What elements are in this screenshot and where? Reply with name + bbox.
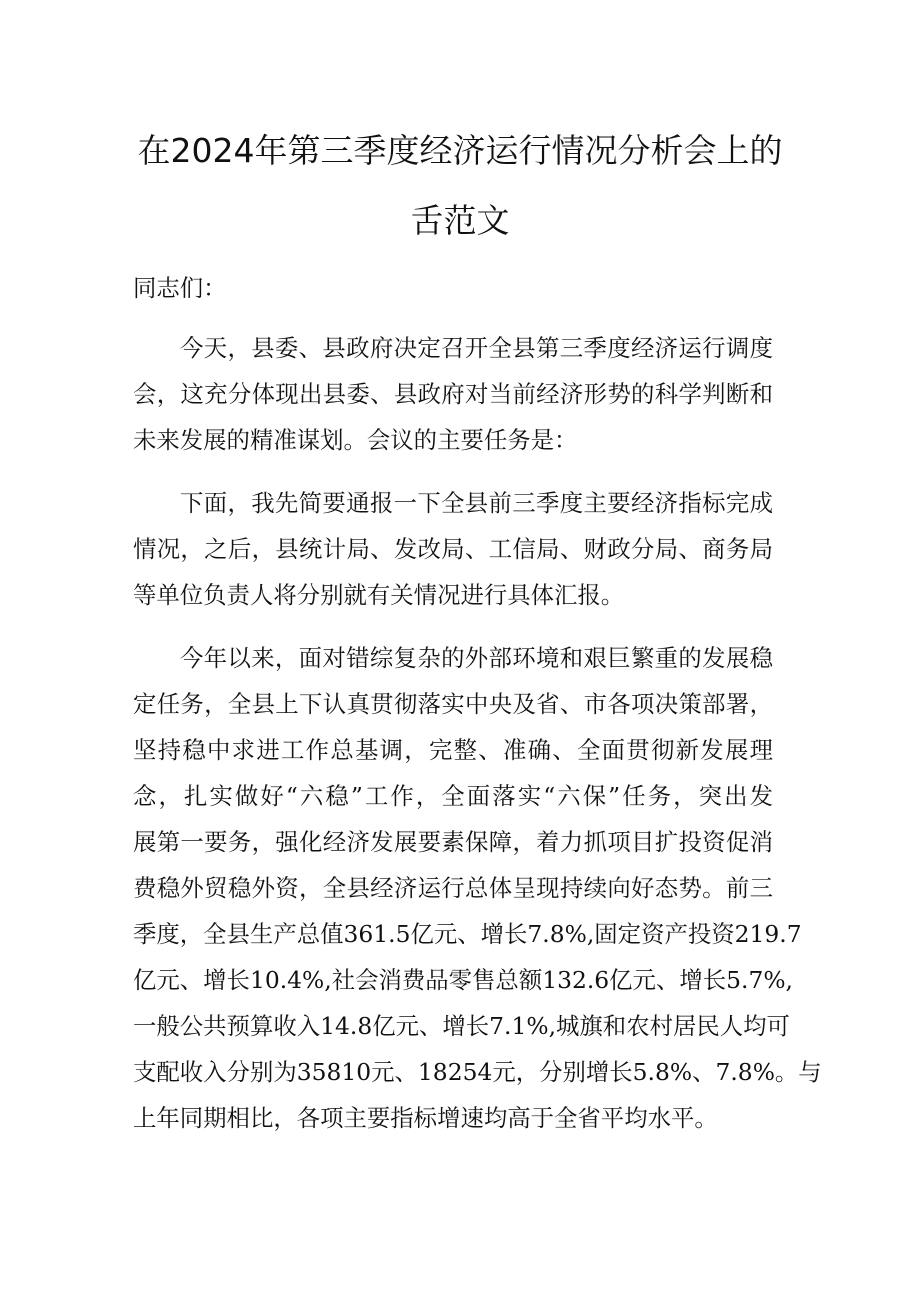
paragraph-line: 亿元、增长10.4%,社会消费品零售总额132.6亿元、增长5.7%, xyxy=(133,966,793,994)
paragraph-line: 上年同期相比，各项主要指标增速均高于全省平均水平。 xyxy=(133,1104,718,1132)
salutation: 同志们： xyxy=(133,274,227,302)
paragraph-line: 费稳外贸稳外资，全县经济运行总体呈现持续向好态势。前三 xyxy=(133,874,773,902)
paragraph-line: 念，扎实做好“六稳”工作，全面落实“六保”任务，突出发 xyxy=(133,782,773,810)
paragraph-line: 支配收入分别为35810元、18254元，分别增长5.8%、7.8%。与 xyxy=(133,1058,822,1086)
paragraph-line: 今天，县委、县政府决定召开全县第三季度经济运行调度 xyxy=(180,334,773,362)
paragraph-line: 情况，之后，县统计局、发改局、工信局、财政分局、商务局 xyxy=(133,535,773,563)
document-title-line-1: 在2024年第三季度经济运行情况分析会上的 xyxy=(137,131,783,170)
paragraph-line: 今年以来，面对错综复杂的外部环境和艰巨繁重的发展稳 xyxy=(180,644,773,672)
paragraph-line: 季度，全县生产总值361.5亿元、增长7.8%,固定资产投资219.7 xyxy=(133,920,802,948)
paragraph-line: 未来发展的精准谋划。会议的主要任务是： xyxy=(133,426,578,454)
paragraph-line: 坚持稳中求进工作总基调，完整、准确、全面贯彻新发展理 xyxy=(133,736,773,764)
paragraph-line: 一般公共预算收入14.8亿元、增长7.1%,城旗和农村居民人均可 xyxy=(133,1012,790,1040)
paragraph-line: 定任务，全县上下认真贯彻落实中央及省、市各项决策部署， xyxy=(133,690,773,718)
paragraph-line: 下面，我先简要通报一下全县前三季度主要经济指标完成 xyxy=(180,489,773,517)
paragraph-line: 展第一要务，强化经济发展要素保障，着力抓项目扩投资促消 xyxy=(133,828,773,856)
paragraph-line: 会，这充分体现出县委、县政府对当前经济形势的科学判断和 xyxy=(133,380,773,408)
paragraph-line: 等单位负责人将分别就有关情况进行具体汇报。 xyxy=(133,581,625,609)
document-title-line-2: 舌范文 xyxy=(410,201,510,240)
